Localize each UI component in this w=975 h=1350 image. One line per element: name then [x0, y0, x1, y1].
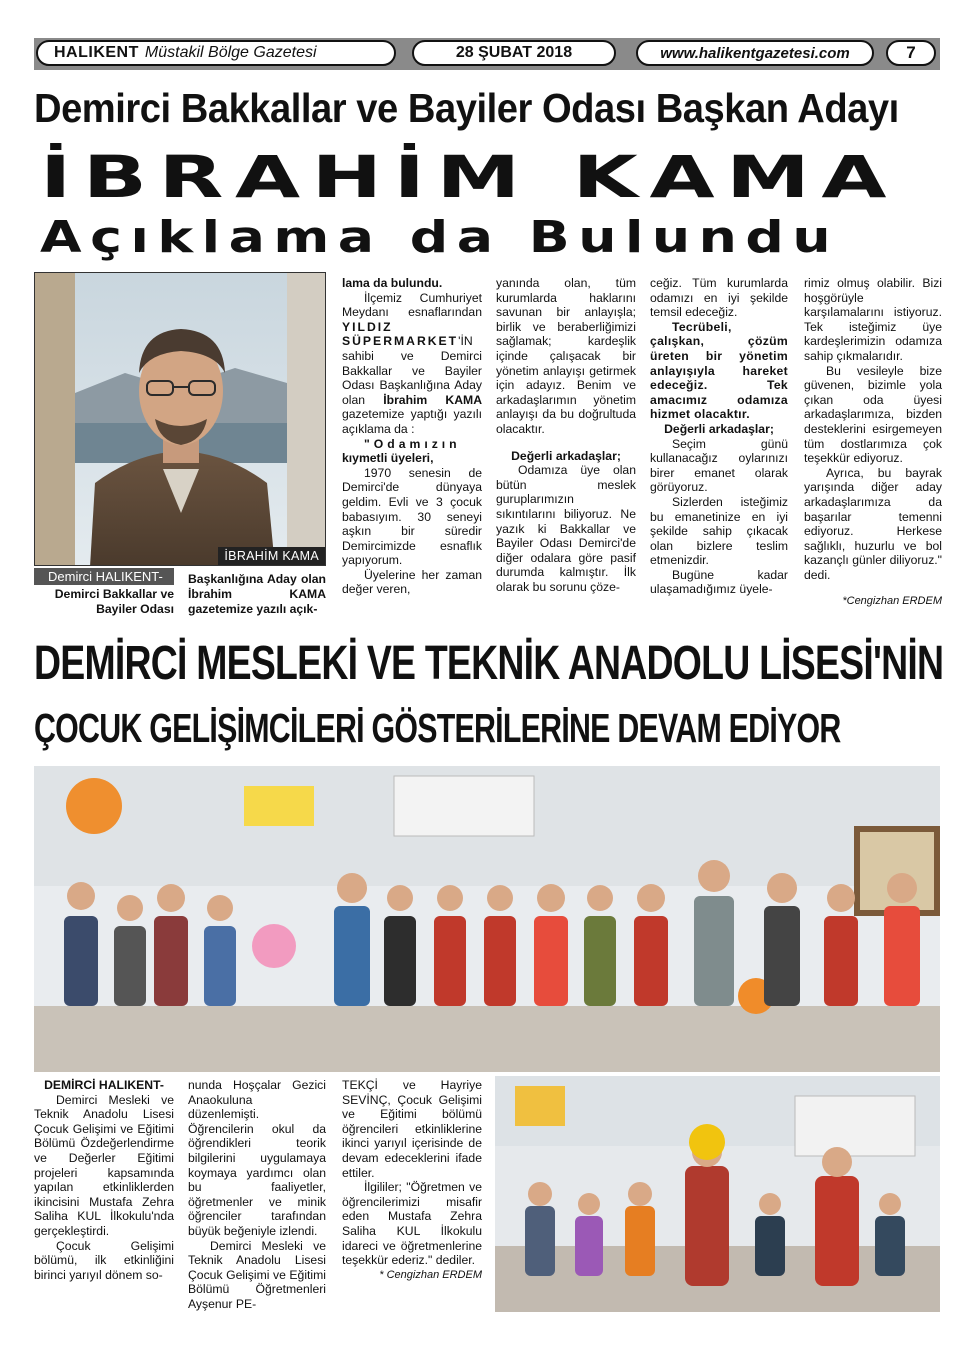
- col4-subhead: Değerli arkadaşlar;: [511, 448, 621, 463]
- article1-credit: *Cengizhan ERDEM: [842, 595, 942, 608]
- classroom-photo: [495, 1076, 940, 1312]
- masthead-pill: [36, 40, 396, 66]
- article2-column-1: [34, 1078, 174, 1282]
- portrait-image: [35, 273, 326, 566]
- col3-paragraph: 1970 senesin de Demirci'de dünyaya geldim. Evli ve 3 çocuk babasıyım. 30 seneyi aşkın bir süredir Demircimizde esnaflık yapıyorum.: [342, 465, 482, 568]
- portrait-caption: İBRAHİM KAMA: [218, 547, 325, 565]
- col5-paragraph1: ceğiz. Tüm kurumlarda odamızı en iyi şekilde temsil edeceğiz.: [650, 276, 788, 320]
- article2-credit: * Cengizhan ERDEM: [379, 1268, 482, 1281]
- page-number: 7: [886, 40, 936, 66]
- col4-paragraph2: Odamıza üye olan bütün meslek guruplarımızın sıkıntılarını biliyoruz. Ne yazık ki Bakkallar ve Bayiler Odası Demirci'de diğer odalara göre pasif durumda kalmıştır. İlk olarak bu sorunu çöze-: [496, 463, 636, 594]
- article2-headline-1: DEMİRCİ MESLEKİ VE TEKNİK ANADOLU LİSESİ'NİN: [34, 637, 944, 690]
- brand-tagline: Müstakil Bölge Gazetesi: [144, 44, 317, 61]
- col3-text-a: İlçemiz Cumhuriyet Meydanı esnaflarından: [342, 290, 482, 320]
- group-photo-image: [34, 766, 940, 1072]
- article1-column-4: [496, 276, 636, 594]
- col6-paragraph1: rimiz olmuş olabilir. Bizi hoşgörüyle karşılamalarını istiyoruz. Tek isteğimiz üye kardeşlerimizin odamıza sahip çıkmalarıdır.: [804, 276, 942, 363]
- classroom-photo-image: [495, 1076, 940, 1312]
- article1-headline-name: İBRAHİM KAMA: [40, 143, 899, 211]
- col5-paragraph5: Bugüne kadar ulaşamadığımız üyele-: [650, 567, 788, 597]
- article1-headline-top: Demirci Bakkallar ve Bayiler Odası Başkan Adayı: [34, 85, 899, 131]
- dateline-tag: Demirci HALIKENT-: [34, 568, 174, 585]
- article2-headline-2: ÇOCUK GELİŞİMCİLERİ GÖSTERİLERİNE DEVAM EDİYOR: [34, 705, 841, 751]
- col3-store-name: YILDIZ SÜPERMARKET: [342, 319, 459, 349]
- col3-text-e: gazetemize yaptığı yazılı açıklama da :: [342, 407, 482, 436]
- article2-col2-paragraph2: Demirci Mesleki ve Teknik Anadolu Lisesi Çocuk Gelişimi ve Eğitimi Bölümü Öğretmenleri Ayşenur PE-: [188, 1238, 326, 1311]
- article2-dateline: DEMİRCİ HALIKENT-: [44, 1078, 164, 1092]
- article2-column-2: [188, 1078, 326, 1312]
- article1-column-3: [342, 276, 482, 597]
- article1-column-5: [650, 276, 788, 597]
- article2-col3-paragraph1: TEKÇİ ve Hayriye SEVİNÇ, Çocuk Gelişimi ve Eğitimi bölümü öğrencileri etkinliklerine ikinci yarıyıl içerisinde de devam edeceklerini ifade ettiler.: [342, 1078, 482, 1180]
- group-photo: [34, 766, 940, 1072]
- lead-text-col2: Başkanlığına Aday olan İbrahim KAMA gazetemize yazılı açık-: [188, 572, 326, 616]
- article2-col1-paragraph1: Demirci Mesleki ve Teknik Anadolu Lisesi Çocuk Gelişimi ve Eğitimi Bölümü Özdeğerlendirme ve Değerler Eğitimi projeleri kapsamında yapılan etkinliklerden ikincisini Mustafa Zehra Saliha KUL İlkokulu'nda gerçekleştirdi.: [34, 1092, 174, 1238]
- brand-name: HALIKENT: [54, 44, 139, 61]
- col4-paragraph1: yanında olan, tüm kurumlarda haklarını savunan bir anlayışla; birlik ve beraberliğimizi sağlamak; kardeşlik içinde çalışacak bir yönetim anlayışı getirmek için adayız. Benim ve arkadaşlarımın yönetim anlayışı da bu doğrultuda olacaktır.: [496, 276, 636, 436]
- col5-paragraph3: Seçim günü kullanacağız oylarınızı birer emanet olarak görüyoruz.: [650, 436, 788, 495]
- col3-quote-open: "Odamızın: [364, 436, 461, 451]
- col5-paragraph2: Tecrübeli, çalışkan, çözüm üreten bir yönetim anlayışıyla hareket edeceğiz. Tek amacımız odamıza hizmet olacaktır.: [650, 319, 788, 422]
- col3-candidate-name: İbrahim KAMA: [383, 392, 482, 407]
- col6-paragraph3: Ayrıca, bu bayrak yarışında diğer aday arkadaşlarımıza da başarılar temenni ediyoruz. Herkese sağlıklı, huzurlu ve bol kazançlı günler diliyoruz." dedi.: [804, 465, 942, 582]
- col5-paragraph4: Sizlerden isteğimiz bu emanetinize en iyi şekilde sahip çıkacak olan bizlere teslim etmenizdir.: [650, 494, 788, 568]
- article2-col2-paragraph1: nunda Hoşçalar Gezici Anaokuluna düzenlemişti. Öğrencilerin okul da öğrendikleri teorik bilgilerini uygulamaya koymaya yardımcı olan bu faaliyetler, öğretmenler ve minik öğrenciler tarafından büyük beğeniyle izlendi.: [188, 1078, 326, 1238]
- col6-paragraph2: Bu vesileyle bize güvenen, bizimle yola çıkan oda üyesi arkadaşlarımıza, bizden desteklerini esirgemeyen tüm dostlarımıza çok teşekkür ediyoruz.: [804, 363, 942, 466]
- article2-col3-paragraph2: İlgililer; "Öğretmen ve öğrencilerimizi misafir eden Mustafa Zehra Saliha KUL İlkokulu idareci ve öğretmenlerine teşekkür ederiz." dediler.: [342, 1180, 482, 1268]
- col3-line1: lama da bulundu.: [342, 276, 443, 290]
- article1-column-6: [804, 276, 942, 609]
- website-link[interactable]: www.halikentgazetesi.com: [636, 40, 874, 66]
- col5-subhead: Değerli arkadaşlar;: [664, 421, 774, 436]
- portrait-photo: [34, 272, 326, 566]
- lead-text-col1: Demirci Bakkallar ve Bayiler Odası: [54, 587, 174, 616]
- article2-column-3: [342, 1078, 482, 1282]
- article1-headline-bottom: Açıklama da Bulundu: [40, 212, 840, 263]
- issue-date: 28 ŞUBAT 2018: [412, 40, 616, 66]
- col3-salutation: kıymetli üyeleri,: [342, 451, 434, 466]
- article2-col1-paragraph2: Çocuk Gelişimi bölümü, ilk etkinliğini birinci yarıyıl dönem so-: [34, 1238, 174, 1282]
- col3-paragraph-end: Üyelerine her zaman değer veren,: [342, 567, 482, 597]
- col3-text-c: 'İN sahibi ve Demirci Bakkallar ve Bayiler Odası Başkanlığına Aday olan: [342, 334, 482, 407]
